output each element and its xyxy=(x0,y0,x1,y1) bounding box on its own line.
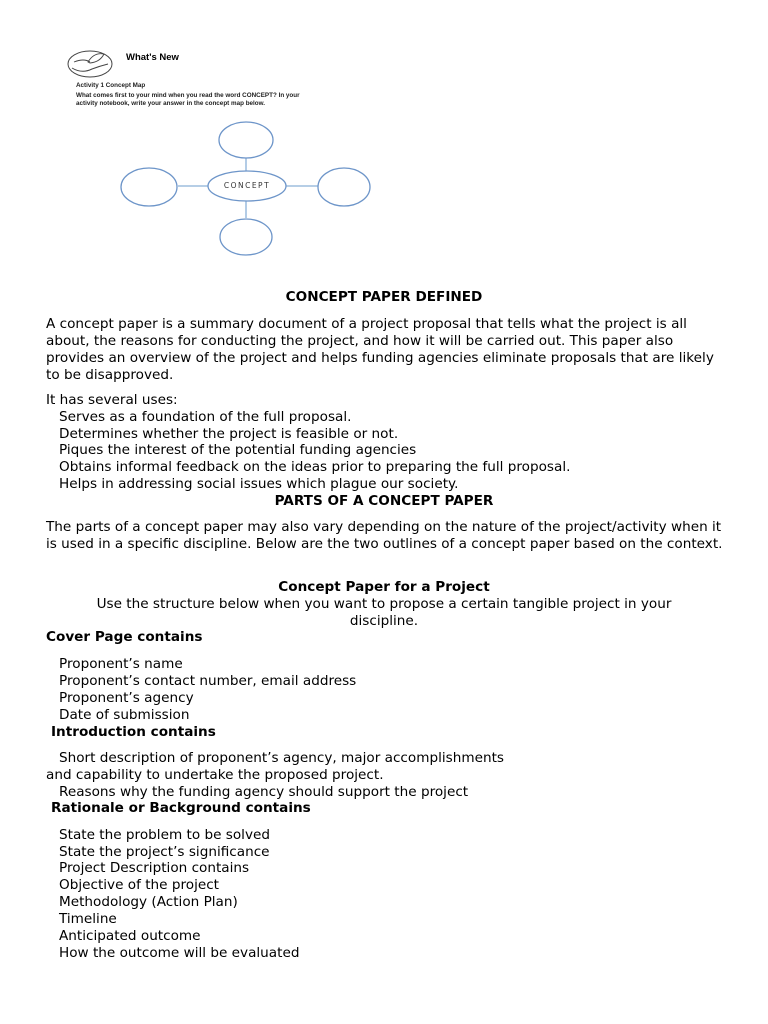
rationale-heading: Rationale or Background contains xyxy=(51,800,311,816)
list-item: State the problem to be solved xyxy=(59,827,270,843)
project-outline-subtitle-line1: Use the structure below when you want to propose a certain tangible project in your xyxy=(96,596,672,612)
activity-subtitle: Activity 1 Concept Map xyxy=(76,82,146,89)
list-item: Methodology (Action Plan) xyxy=(59,894,238,910)
concept-map-node-bottom xyxy=(220,219,272,255)
concept-center-label: CONCEPT xyxy=(223,181,271,190)
concept-map-node-left xyxy=(121,168,177,206)
list-item: Serves as a foundation of the full proposal. xyxy=(59,409,352,425)
activity-instruction-line1: What comes first to your mind when you read the word CONCEPT? In your xyxy=(76,92,300,99)
list-item: Piques the interest of the potential funding agencies xyxy=(59,442,417,458)
list-item: Proponent’s contact number, email address xyxy=(59,673,357,689)
concept-map-diagram xyxy=(58,40,434,284)
activity-instruction-line2: activity notebook, write your answer in the concept map below. xyxy=(76,100,266,107)
list-item: Timeline xyxy=(59,911,117,927)
cover-page-heading: Cover Page contains xyxy=(46,629,203,645)
list-item: Objective of the project xyxy=(59,877,220,893)
list-item: State the project’s significance xyxy=(59,844,270,860)
list-item: Reasons why the funding agency should support the project xyxy=(59,784,469,800)
concept-map-node-right xyxy=(318,168,370,206)
list-item: Proponent’s agency xyxy=(59,690,194,706)
whats-new-header: What's New xyxy=(126,52,179,63)
parts-paragraph: The parts of a concept paper may also vary depending on the nature of the project/activity when it is used in a specific discipline. Below are the two outlines of a concept paper based on the context. xyxy=(46,519,723,552)
section-title-concept-paper-defined: CONCEPT PAPER DEFINED xyxy=(285,289,483,305)
list-item: Project Description contains xyxy=(59,860,250,876)
introduction-heading: Introduction contains xyxy=(51,724,216,740)
uses-intro: It has several uses: xyxy=(46,392,178,408)
definition-paragraph: A concept paper is a summary document of a project proposal that tells what the project is all about, the reasons for conducting the project, and how it will be carried out. This paper also provides an overview of the project and helps funding agencies eliminate proposals that are likely to be disapproved. xyxy=(46,316,714,383)
project-outline-subtitle-line2: discipline. xyxy=(349,613,419,629)
list-item: Helps in addressing social issues which plague our society. xyxy=(59,476,459,492)
section-title-parts-of-concept-paper: PARTS OF A CONCEPT PAPER xyxy=(274,493,494,509)
activity-concept-map-figure xyxy=(58,40,434,284)
hands-leaf-logo-icon xyxy=(68,51,112,77)
list-item: Short description of proponent’s agency, major accomplishments xyxy=(59,750,504,766)
list-item: How the outcome will be evaluated xyxy=(59,945,300,961)
project-outline-title: Concept Paper for a Project xyxy=(278,579,490,595)
list-item: Date of submission xyxy=(59,707,190,723)
list-item: Obtains informal feedback on the ideas prior to preparing the full proposal. xyxy=(59,459,571,475)
list-item-continuation: and capability to undertake the proposed project. xyxy=(46,767,384,783)
list-item: Determines whether the project is feasible or not. xyxy=(59,426,399,442)
list-item: Proponent’s name xyxy=(59,656,183,672)
concept-map-node-top xyxy=(219,122,273,158)
list-item: Anticipated outcome xyxy=(59,928,201,944)
